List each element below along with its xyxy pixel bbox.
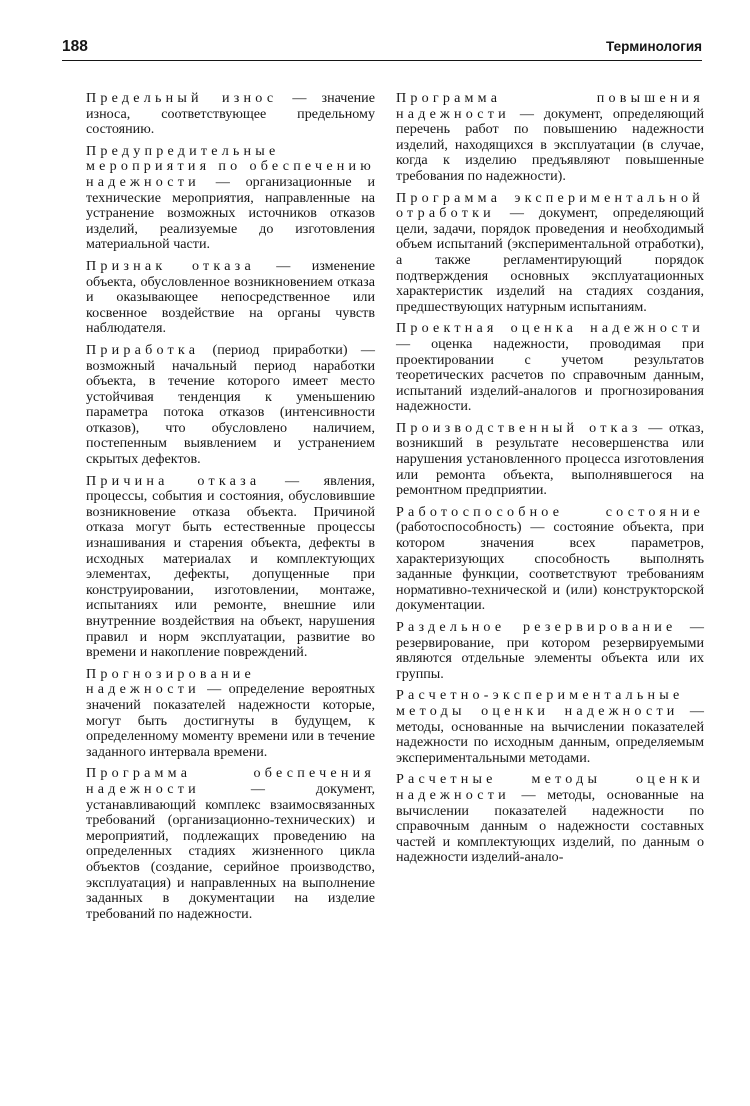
- entry-term: Раздельное резервирование: [396, 619, 677, 635]
- glossary-entry: [396, 505, 704, 614]
- entry-term: Причина отказа: [86, 472, 261, 489]
- entry-definition: — явления, процессы, события и состояния, обусловившие возникновение отказа объекта. Причиной отказа могут быть естественные процессы изнашивания и старения объекта, дефекты в исходных материалах и комплектующих элементах, дефекты, допущенные при конструировании, изготовлении, монтаже, испытаниях или ремонте, внешние или внутренние воздействия на объект, нарушения правил и норм эксплуатации, развитие во времени и накопление повреждений.: [86, 472, 375, 661]
- glossary-entry: [396, 688, 704, 766]
- entry-definition: — изменение объекта, обусловленное возникновением отказа и оказывающее непосредственное или косвенное воздействие на органы чувств наблюдателя.: [86, 257, 375, 337]
- entry-term: Проектная оценка надежности: [396, 320, 704, 337]
- entry-definition: — определение вероятных значений показателей надежности которые, могут быть достигнуты в будущем, к определенному моменту времени или в течение заданного интервала времени.: [86, 681, 375, 760]
- entry-term: Расчетные методы оценки надежности: [396, 771, 704, 803]
- page-header: [62, 36, 702, 61]
- glossary-entry: [396, 421, 704, 499]
- entry-definition: — значение износа, соответствующее предельному состоянию.: [86, 90, 375, 138]
- entry-term: Программа обеспечения надежности: [86, 765, 375, 797]
- entry-definition: — документ, устанавливающий комплекс взаимосвязанных требований (организационно-технических) и мероприятий, подлежащих проведению на определенных стадиях жизненного цикла объектов (создание, серийное производство, эксплуатация) и направленных на выполнение заданных в документации на изделие требований по надежности.: [86, 780, 375, 922]
- page-number: 188: [62, 38, 88, 55]
- entry-definition: (период приработки) — возможный начальный период наработки объекта, в течение которого имеет место устойчивая тенденция к уменьшению параметра потока отказов (интенсивности отказов), что обусловлено наличием, постепенным выявлением и устранением скрытых дефектов.: [86, 341, 375, 468]
- entry-term: Производственный отказ: [396, 419, 642, 436]
- right-column: [396, 91, 704, 872]
- entry-term: Предупредительные мероприятия по обеспечению надежности: [86, 142, 375, 190]
- entry-term: Приработка: [86, 341, 200, 358]
- left-column: [86, 91, 375, 928]
- glossary-entry: [396, 620, 704, 682]
- glossary-entry: [86, 144, 375, 253]
- entry-term: Предельный износ: [86, 90, 278, 106]
- entry-definition: — резервирование, при котором резервируемыми являются отдельные элементы объекта или их группы.: [396, 619, 704, 682]
- glossary-entry: [86, 343, 375, 468]
- glossary-entry: [396, 91, 704, 185]
- entry-term: Прогнозирование надежности: [86, 665, 255, 698]
- glossary-entry: [86, 91, 375, 138]
- entry-definition: — оценка надежности, проводимая при проектировании с учетом результатов теоретических расчетов по справочным данным, испытаний изделий-аналогов и прогнозирования надежности.: [396, 335, 704, 415]
- entry-definition: — организационные и технические мероприятия, направленные на устранение возможных источников отказов изделий, реализуемые до изготовления материальной части.: [86, 173, 375, 253]
- glossary-entry: [86, 259, 375, 337]
- entry-definition: — методы, основанные на вычислении показателей надежности по исходным данным, определяемым экспериментальными методами.: [396, 702, 704, 766]
- glossary-entry: [396, 772, 704, 866]
- entry-definition: — документ, определяющий цели, задачи, порядок проведения и необходимый объем испытаний (экспериментальной отработки), а также регламентирующий порядок подтверждения основных эксплуатационных характеристик изделий на стадиях создания, предшествующих натурным испытаниям.: [396, 205, 704, 315]
- entry-term: Программа экспериментальной отработки: [396, 189, 704, 222]
- entry-definition: — методы, основанные на вычислении показателей надежности по справочным данным о надежности составных частей и комплектующих изделий, по данным о надежности изделий-анало-: [396, 786, 704, 866]
- entry-definition: (работоспособность) — состояние объекта, при котором значения всех параметров, характеризующих способность выполнять заданные функции, соответствуют требованиям нормативно-технической и (или) конструкторской документации.: [396, 519, 704, 614]
- glossary-entry: [86, 667, 375, 761]
- glossary-entry: [396, 191, 704, 316]
- entry-term: Расчетно-экспериментальные методы оценки надежности: [396, 687, 684, 719]
- glossary-entry: [86, 766, 375, 922]
- entry-definition: — документ, определяющий перечень работ по повышению надежности изделий, находящихся в эксплуатации (в случае, когда к изделию предъявляют повышенные требования по надежности).: [396, 105, 704, 184]
- running-head: Терминология: [606, 39, 702, 54]
- glossary-entry: [86, 474, 375, 661]
- entry-term: Признак отказа: [86, 257, 255, 274]
- entry-definition: — отказ, возникший в результате несовершенства или нарушения установленного процесса изготовления или ремонта объекта, выполнявшегося на ремонтном предприятии.: [396, 419, 704, 499]
- glossary-entry: [396, 321, 704, 415]
- entry-term: Программа повышения надежности: [396, 90, 704, 122]
- entry-term: Работоспособное состояние: [396, 503, 704, 520]
